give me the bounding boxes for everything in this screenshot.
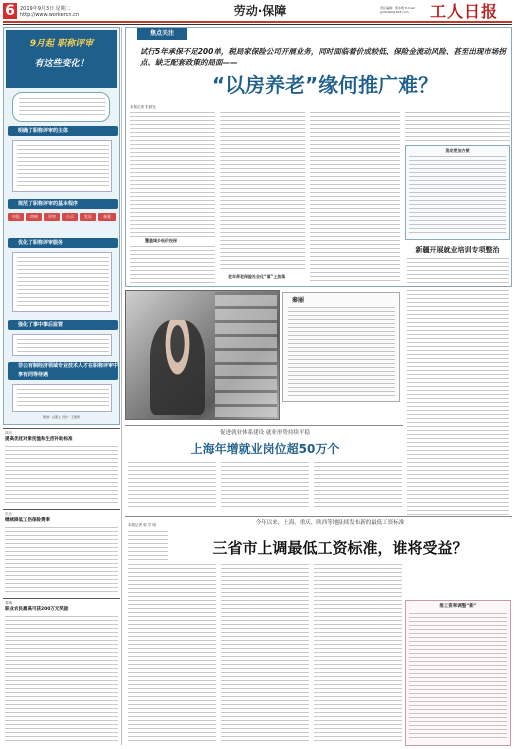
feature-body-col1 [130, 112, 215, 237]
wage-lead [128, 531, 168, 561]
employment-body-col2 [221, 462, 309, 510]
section-title: 劳动·保障 [233, 4, 287, 18]
wage-byline: 本报记者 郭 学 明 [128, 523, 156, 527]
wage-subheadline: 今年以来，上海、重庆、陕西等地陆续发布新的最低工资标准 [255, 520, 405, 526]
wage-body-col3 [314, 564, 402, 744]
intro-bubble [12, 92, 110, 122]
header-rule-thin [3, 24, 512, 25]
employment-headline[interactable]: 上海年增就业岗位超50万个 [190, 442, 340, 456]
point-note-5 [12, 384, 112, 412]
feature-sidebar-text [409, 156, 506, 236]
point-note-4 [12, 334, 112, 356]
employment-body-col3 [314, 462, 402, 510]
feature-subhead-1: 覆盖城乡低价投保 [145, 238, 177, 243]
point-bar-2: 规范了职称评审的基本程序 [8, 199, 118, 209]
brief-title[interactable]: 职业农民最高可获200万元奖励 [5, 607, 69, 612]
note-text [17, 145, 109, 189]
point-bar-3: 优化了职称评审服务 [8, 238, 118, 248]
wage-headline[interactable]: 三省市上调最低工资标准，谁将受益？ [212, 539, 468, 557]
infographic-title-line2: 有这些变化！ [34, 59, 89, 69]
intro-text [19, 98, 105, 118]
point-note-3 [12, 252, 112, 312]
brief-title[interactable]: 继续降低工伤保险费率 [5, 518, 50, 523]
step-chip: 发证 [80, 213, 96, 221]
header-rule [3, 21, 512, 23]
brief-kicker: 长沙 [5, 512, 12, 516]
employment-subheadline: 促进就业体系建设 就业形势持续平稳 [220, 430, 310, 436]
note-text [17, 339, 109, 353]
point-bar-1: 明确了职称评审的主体 [8, 126, 118, 136]
feature-body-col4 [405, 112, 510, 142]
photo-caption-text [288, 307, 395, 397]
feature-tag: 焦点关注 [137, 28, 187, 40]
feature-body-col2 [220, 112, 305, 272]
step-chip: 公示 [62, 213, 78, 221]
step-chip: 审核 [26, 213, 42, 221]
photo-person [150, 320, 205, 415]
wage-body-col1 [128, 564, 216, 744]
step-chip: 申报 [8, 213, 24, 221]
side-news-title[interactable]: 新疆开展就业培训专项整治 [415, 246, 500, 254]
wage-sidebar-text [409, 613, 507, 741]
site-url[interactable]: http://www.workercn.cn [20, 12, 80, 18]
feature-sidebar-title: 流动更加方便 [445, 148, 470, 153]
page-number: 6 [3, 3, 17, 19]
point-note-1 [12, 140, 112, 192]
feature-body-col1b [130, 246, 215, 284]
wage-body-col2 [221, 564, 309, 744]
feature-subhead-2: 老年养老保险社会化“落”上加落 [228, 274, 286, 279]
brief-title[interactable]: 提高优抚对象抚恤和生活补助标准 [5, 437, 73, 442]
feature-subheadline: 试行5年承保不足200单，税局家保险公司开展业务，同时面临着价成较低、保险金流动风险、甚至出现市场拐点、缺乏配套政策的局面—— [140, 47, 506, 67]
infographic-title-line1: 9月起 职称评审 [29, 39, 94, 49]
photo-bookshelf [215, 292, 277, 417]
note-text [17, 389, 109, 409]
step-chip: 备案 [98, 213, 116, 221]
story-divider [125, 425, 403, 426]
brief-body [5, 527, 118, 595]
infographic-credit: 策划：白黑土 设计：王胜男 [43, 415, 80, 419]
newspaper-logo: 工人日报 [430, 2, 499, 21]
employment-body-col1 [128, 462, 216, 510]
feature-byline: 本报记者 朱晨光 [130, 105, 156, 109]
column-divider [121, 27, 122, 745]
brief-body [5, 446, 118, 506]
side-news-body [407, 258, 509, 516]
brief-body [5, 616, 118, 744]
point-bar-4: 强化了事中事后监管 [8, 320, 118, 330]
brief-kicker: 四川 [5, 431, 12, 435]
note-text [17, 257, 109, 309]
brief-divider [3, 428, 120, 429]
brief-kicker: 青海 [5, 601, 12, 605]
feature-headline[interactable]: “以房养老”缘何推广难？ [211, 73, 439, 97]
issue-date: 2019年9月3日 星期二 [20, 6, 71, 12]
editor-info: 责任编辑：邢永明 E-mail：grrbldbz@163.com [380, 6, 418, 14]
step-chip: 评审 [44, 213, 60, 221]
story-divider [125, 516, 512, 517]
brief-divider [3, 598, 120, 599]
brief-divider [3, 509, 120, 510]
feature-body-col3 [310, 112, 400, 284]
wage-sidebar-title: 推工资率调整“新” [439, 604, 477, 609]
photo-caption-title: 秦丽 [292, 297, 305, 304]
point-bar-5: 非公有制经济领域专业技术人才在职称评审中享有同等待遇 [8, 362, 118, 380]
